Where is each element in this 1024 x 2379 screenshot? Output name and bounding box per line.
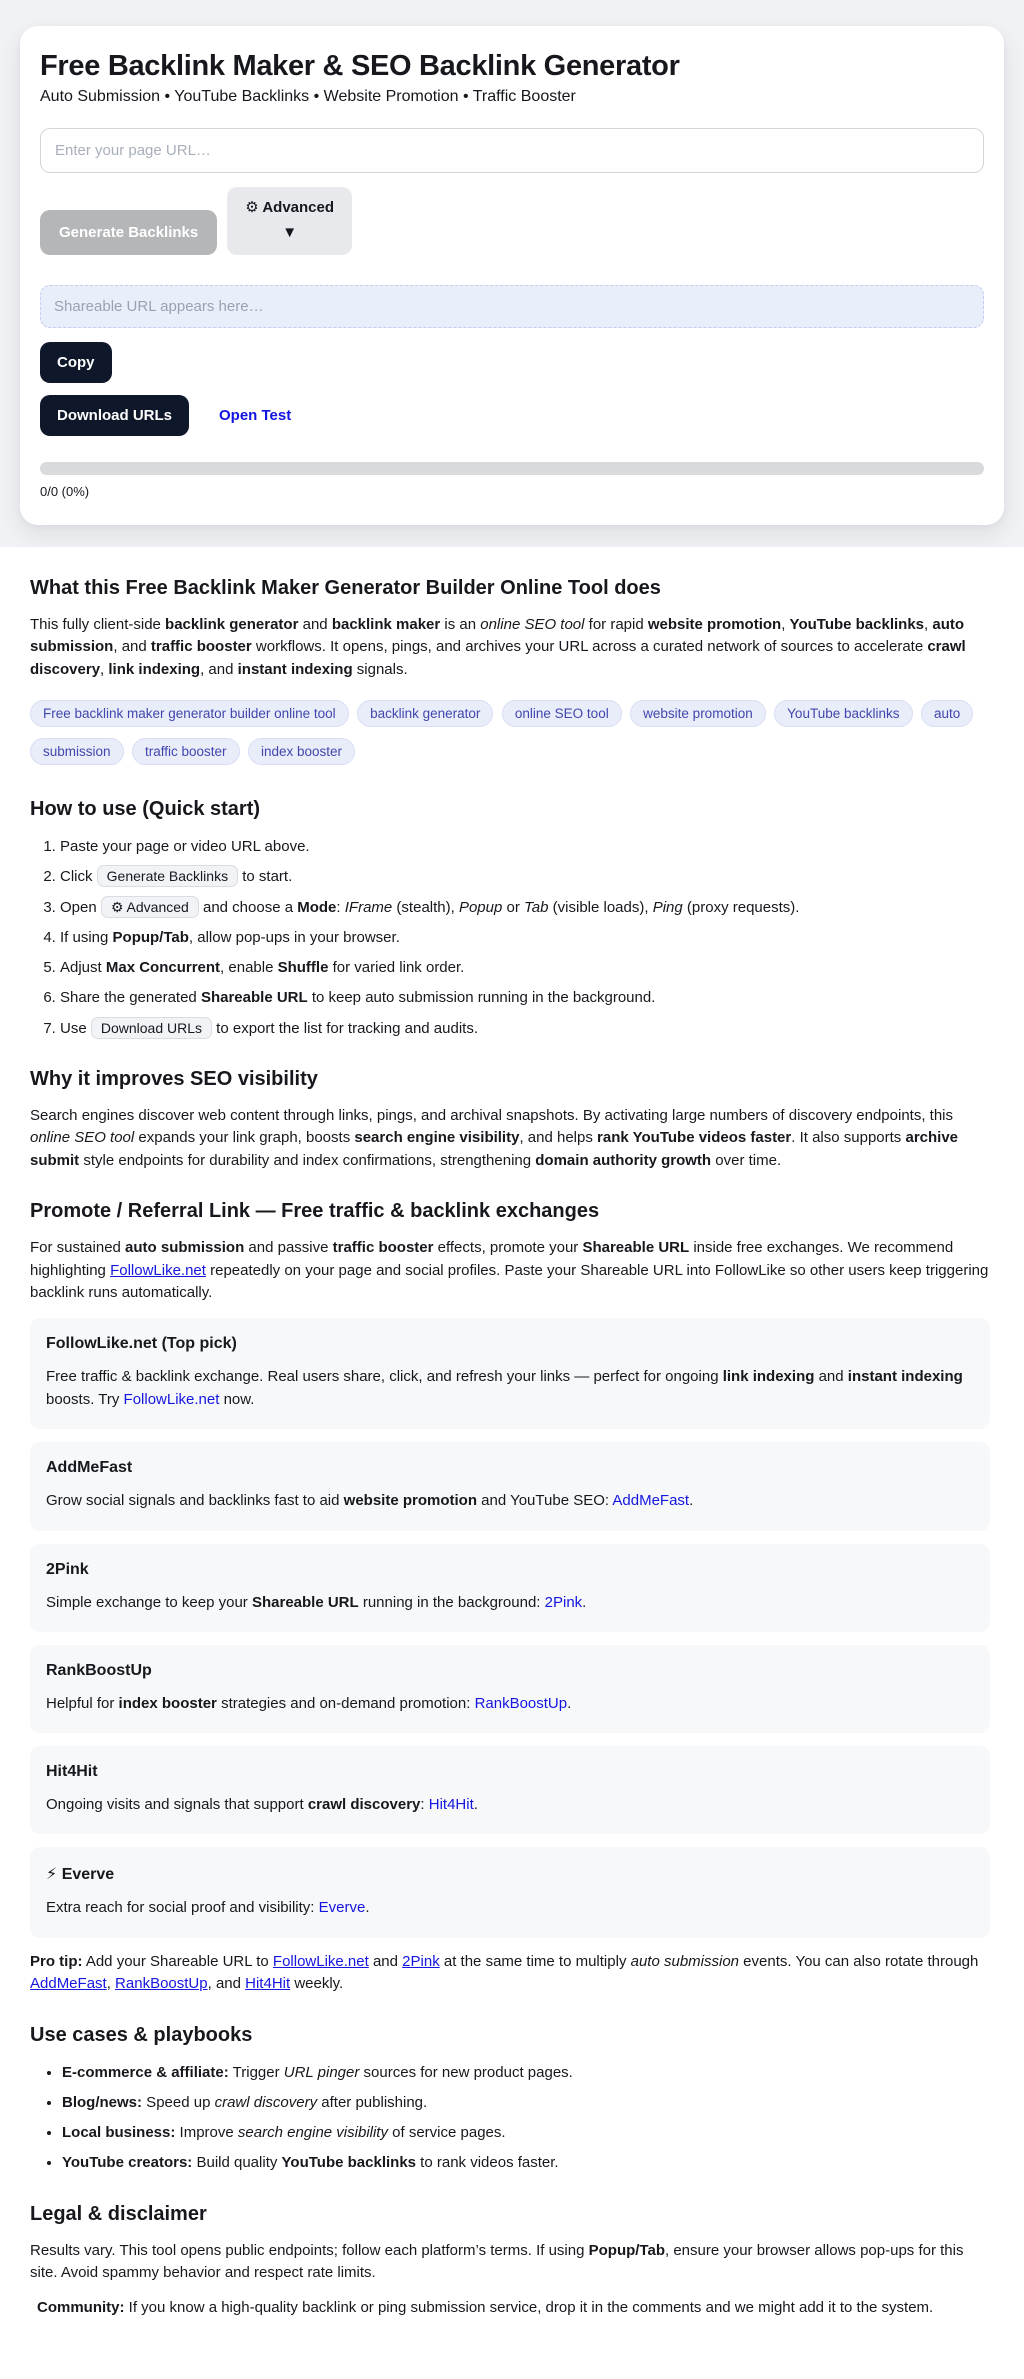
text-segment: . bbox=[365, 1899, 369, 1916]
usecase-item bbox=[62, 2061, 990, 2084]
promo-card-hit4hit bbox=[30, 1746, 990, 1834]
gear-icon: ⚙ bbox=[245, 199, 258, 216]
text-segment: crawl discovery bbox=[30, 638, 966, 678]
inline-link[interactable]: RankBoostUp bbox=[115, 1975, 208, 1992]
seo-article bbox=[0, 547, 1024, 2379]
howto-step bbox=[60, 956, 990, 979]
inline-link[interactable]: AddMeFast bbox=[30, 1975, 107, 1992]
text-segment: sources for new product pages. bbox=[359, 2064, 572, 2081]
text-segment: For sustained bbox=[30, 1239, 125, 1256]
page-title: Free Backlink Maker & SEO Backlink Generator bbox=[40, 50, 984, 83]
text-segment: Shareable URL bbox=[201, 989, 308, 1006]
inline-link[interactable]: 2Pink bbox=[402, 1953, 440, 1970]
promo-card-body bbox=[46, 1365, 974, 1412]
keyword-chip: online SEO tool bbox=[502, 700, 622, 727]
text-segment: Paste your page or video URL above. bbox=[60, 838, 310, 855]
text-segment: instant indexing bbox=[238, 661, 353, 678]
inline-link[interactable]: Hit4Hit bbox=[245, 1975, 290, 1992]
text-segment: , bbox=[100, 661, 108, 678]
howto-step bbox=[60, 1017, 990, 1040]
community-paragraph bbox=[30, 2297, 990, 2320]
text-segment: events. You can also rotate through bbox=[739, 1953, 978, 1970]
text-segment: instant indexing bbox=[848, 1368, 963, 1385]
inline-link[interactable]: 2Pink bbox=[545, 1594, 583, 1611]
text-segment: over time. bbox=[711, 1152, 781, 1169]
page-subtitle: Auto Submission • YouTube Backlinks • Website Promotion • Traffic Booster bbox=[40, 88, 984, 106]
text-segment: . bbox=[689, 1492, 693, 1509]
howto-step bbox=[60, 896, 990, 919]
text-segment: Community: bbox=[37, 2299, 125, 2316]
text-segment: auto submission bbox=[125, 1239, 244, 1256]
text-segment: (proxy requests). bbox=[683, 899, 800, 916]
text-segment: to rank videos faster. bbox=[416, 2154, 559, 2171]
howto-step bbox=[60, 986, 990, 1009]
text-segment: , bbox=[107, 1975, 115, 1992]
text-segment: Popup/Tab bbox=[113, 929, 189, 946]
text-segment: of service pages. bbox=[388, 2124, 506, 2141]
text-segment: Add your Shareable URL to bbox=[83, 1953, 273, 1970]
text-segment: and bbox=[298, 616, 331, 633]
promo-card-body bbox=[46, 1591, 974, 1614]
text-segment: Adjust bbox=[60, 959, 106, 976]
text-segment: link indexing bbox=[108, 661, 200, 678]
text-segment: workflows. It opens, pings, and archives your URL across a curated network of sources to accelerate bbox=[252, 638, 928, 655]
text-segment: crawl discovery bbox=[215, 2094, 318, 2111]
promo-card-body bbox=[46, 1896, 974, 1919]
kbd-chip: Download URLs bbox=[91, 1017, 212, 1039]
text-segment: online SEO tool bbox=[30, 1129, 134, 1146]
shareable-url-input[interactable] bbox=[40, 285, 984, 328]
text-segment: Open bbox=[60, 899, 101, 916]
text-segment: , bbox=[781, 616, 789, 633]
howto-list bbox=[30, 835, 990, 1040]
text-segment: Local business: bbox=[62, 2124, 175, 2141]
text-segment: : bbox=[336, 899, 344, 916]
text-segment: at the same time to multiply bbox=[440, 1953, 631, 1970]
inline-link[interactable]: FollowLike.net bbox=[124, 1391, 220, 1408]
usecases-list bbox=[30, 2061, 990, 2175]
promote-paragraph bbox=[30, 1237, 990, 1305]
text-segment: Ongoing visits and signals that support bbox=[46, 1796, 308, 1813]
text-segment: , and bbox=[113, 638, 151, 655]
text-segment: E-commerce & affiliate: bbox=[62, 2064, 229, 2081]
progress-counter: 0/0 (0%) bbox=[40, 484, 984, 505]
text-segment: Pro tip: bbox=[30, 1953, 83, 1970]
text-segment: Tab bbox=[524, 899, 548, 916]
text-segment: style endpoints for durability and index confirmations, strengthening bbox=[79, 1152, 535, 1169]
text-segment: Popup bbox=[459, 899, 502, 916]
download-row bbox=[40, 395, 984, 436]
text-segment: . bbox=[582, 1594, 586, 1611]
text-segment: backlink generator bbox=[165, 616, 298, 633]
text-segment: domain authority growth bbox=[535, 1152, 711, 1169]
usecase-item bbox=[62, 2121, 990, 2144]
text-segment: , allow pop-ups in your browser. bbox=[189, 929, 400, 946]
text-segment: expands your link graph, boosts bbox=[134, 1129, 354, 1146]
keyword-chip: YouTube backlinks bbox=[774, 700, 912, 727]
keyword-chip: auto submission bbox=[30, 700, 973, 765]
text-segment: auto submission bbox=[30, 616, 964, 656]
text-segment: Results vary. This tool opens public endpoints; follow each platform’s terms. If using bbox=[30, 2242, 589, 2259]
text-segment: This fully client-side bbox=[30, 616, 165, 633]
text-segment: Speed up bbox=[142, 2094, 215, 2111]
text-segment: Use bbox=[60, 1020, 91, 1037]
promo-card-body bbox=[46, 1692, 974, 1715]
text-segment: to export the list for tracking and audits. bbox=[212, 1020, 478, 1037]
promo-card-title: FollowLike.net (Top pick) bbox=[46, 1335, 974, 1353]
text-segment: URL pinger bbox=[284, 2064, 360, 2081]
text-segment: . bbox=[567, 1695, 571, 1712]
inline-link[interactable]: Hit4Hit bbox=[429, 1796, 474, 1813]
text-segment: after publishing. bbox=[317, 2094, 427, 2111]
text-segment: and choose a bbox=[199, 899, 297, 916]
text-segment: boosts. Try bbox=[46, 1391, 124, 1408]
text-segment: and bbox=[814, 1368, 847, 1385]
text-segment: strategies and on-demand promotion: bbox=[217, 1695, 475, 1712]
text-segment: (stealth), bbox=[392, 899, 459, 916]
intro-paragraph bbox=[30, 614, 990, 682]
text-segment: index booster bbox=[119, 1695, 217, 1712]
section-heading-howto: How to use (Quick start) bbox=[30, 798, 990, 821]
text-segment: rank YouTube videos faster bbox=[597, 1129, 791, 1146]
promo-card-rankboostup bbox=[30, 1645, 990, 1733]
section-heading-promote: Promote / Referral Link — Free traffic & backlink exchanges bbox=[30, 1200, 990, 1223]
progress-bar bbox=[40, 462, 984, 475]
text-segment: Simple exchange to keep your bbox=[46, 1594, 252, 1611]
text-segment: Click bbox=[60, 868, 97, 885]
text-segment: and bbox=[369, 1953, 402, 1970]
text-segment: Shareable URL bbox=[252, 1594, 359, 1611]
text-segment: to keep auto submission running in the background. bbox=[308, 989, 656, 1006]
text-segment: backlink maker bbox=[332, 616, 440, 633]
url-input[interactable] bbox=[40, 128, 984, 173]
protip-paragraph bbox=[30, 1951, 990, 1996]
text-segment: If you know a high-quality backlink or ping submission service, drop it in the comments and we might add it to the system. bbox=[125, 2299, 934, 2316]
chevron-down-icon: ▼ bbox=[282, 224, 297, 241]
text-segment: and YouTube SEO: bbox=[477, 1492, 612, 1509]
text-segment: now. bbox=[219, 1391, 254, 1408]
text-segment: Ping bbox=[653, 899, 683, 916]
hero-section bbox=[0, 0, 1024, 547]
text-segment: Share the generated bbox=[60, 989, 201, 1006]
action-buttons-row bbox=[40, 187, 984, 255]
text-segment: to start. bbox=[238, 868, 292, 885]
text-segment: Popup/Tab bbox=[589, 2242, 665, 2259]
lightning-icon: ⚡ bbox=[46, 1866, 57, 1883]
text-segment: Extra reach for social proof and visibility: bbox=[46, 1899, 319, 1916]
keyword-chip: index booster bbox=[248, 738, 355, 765]
promo-card-addmefast bbox=[30, 1442, 990, 1530]
text-segment: If using bbox=[60, 929, 113, 946]
promo-card-title: 2Pink bbox=[46, 1561, 974, 1579]
text-segment: running in the background: bbox=[359, 1594, 545, 1611]
open-test-link[interactable]: Open Test bbox=[219, 407, 291, 424]
text-segment: weekly. bbox=[290, 1975, 343, 1992]
text-segment: online SEO tool bbox=[480, 616, 584, 633]
legal-paragraph bbox=[30, 2240, 990, 2285]
text-segment: repeatedly on your page and social profiles. Paste your Shareable URL into FollowLike so other users keep triggering backlink runs automatically. bbox=[30, 1262, 988, 1302]
keyword-chip: Free backlink maker generator builder online tool bbox=[30, 700, 349, 727]
text-segment: Helpful for bbox=[46, 1695, 119, 1712]
section-heading-legal: Legal & disclaimer bbox=[30, 2203, 990, 2226]
generate-backlinks-button[interactable]: Generate Backlinks bbox=[40, 210, 217, 255]
text-segment: (visible loads), bbox=[549, 899, 653, 916]
inline-link[interactable]: FollowLike.net bbox=[273, 1953, 369, 1970]
promo-card-body bbox=[46, 1793, 974, 1816]
keyword-chip: website promotion bbox=[630, 700, 766, 727]
text-segment: Free traffic & backlink exchange. Real users share, click, and refresh your links — perfect for ongoing bbox=[46, 1368, 723, 1385]
text-segment: , enable bbox=[220, 959, 278, 976]
advanced-toggle-button[interactable] bbox=[227, 187, 352, 255]
howto-step bbox=[60, 926, 990, 949]
text-segment: . bbox=[474, 1796, 478, 1813]
promo-card-everve bbox=[30, 1847, 990, 1937]
text-segment: website promotion bbox=[344, 1492, 477, 1509]
text-segment: for rapid bbox=[584, 616, 647, 633]
text-segment: Shuffle bbox=[278, 959, 329, 976]
copy-row bbox=[40, 342, 984, 383]
promo-card-2pink bbox=[30, 1544, 990, 1632]
text-segment: , and bbox=[208, 1975, 246, 1992]
text-segment: website promotion bbox=[648, 616, 781, 633]
promo-card-title: AddMeFast bbox=[46, 1459, 974, 1477]
promo-card-title-text: Everve bbox=[62, 1866, 115, 1883]
text-segment: crawl discovery bbox=[308, 1796, 421, 1813]
text-segment: archive submit bbox=[30, 1129, 958, 1169]
section-heading-usecases: Use cases & playbooks bbox=[30, 2024, 990, 2047]
promo-card-title: Hit4Hit bbox=[46, 1763, 974, 1781]
howto-step bbox=[60, 835, 990, 858]
text-segment: search engine visibility bbox=[238, 2124, 388, 2141]
text-segment: traffic booster bbox=[333, 1239, 434, 1256]
text-segment: : bbox=[420, 1796, 428, 1813]
text-segment: and passive bbox=[244, 1239, 332, 1256]
text-segment: , ensure your browser allows pop-ups for this site. Avoid spammy behavior and respect rate limits. bbox=[30, 2242, 963, 2282]
text-segment: link indexing bbox=[723, 1368, 815, 1385]
text-segment: Search engines discover web content through links, pings, and archival snapshots. By activating large numbers of discovery endpoints, this bbox=[30, 1107, 953, 1124]
promo-card-body bbox=[46, 1489, 974, 1512]
text-segment: Build quality bbox=[192, 2154, 281, 2171]
kbd-chip: ⚙ Advanced bbox=[101, 896, 199, 918]
text-segment: Blog/news: bbox=[62, 2094, 142, 2111]
generator-card bbox=[20, 26, 1004, 525]
text-segment: inside free exchanges. We recommend highlighting bbox=[30, 1239, 953, 1279]
text-segment: YouTube backlinks bbox=[282, 2154, 416, 2171]
usecase-item bbox=[62, 2151, 990, 2174]
text-segment: , bbox=[924, 616, 932, 633]
text-segment: signals. bbox=[353, 661, 408, 678]
section-heading-why: Why it improves SEO visibility bbox=[30, 1068, 990, 1091]
promo-card-followlike bbox=[30, 1318, 990, 1430]
why-paragraph bbox=[30, 1105, 990, 1173]
text-segment: or bbox=[502, 899, 524, 916]
text-segment: IFrame bbox=[345, 899, 393, 916]
text-segment: Grow social signals and backlinks fast to aid bbox=[46, 1492, 344, 1509]
text-segment: , and helps bbox=[519, 1129, 597, 1146]
text-segment: YouTube backlinks bbox=[790, 616, 924, 633]
inline-link[interactable]: FollowLike.net bbox=[110, 1262, 206, 1279]
text-segment: auto submission bbox=[631, 1953, 739, 1970]
download-urls-button[interactable]: Download URLs bbox=[40, 395, 189, 436]
text-segment: Mode bbox=[297, 899, 336, 916]
promo-card-title bbox=[46, 1864, 974, 1884]
text-segment: . It also supports bbox=[791, 1129, 905, 1146]
text-segment: Shareable URL bbox=[582, 1239, 689, 1256]
inline-link[interactable]: Everve bbox=[319, 1899, 366, 1916]
text-segment: Max Concurrent bbox=[106, 959, 220, 976]
keyword-chip: backlink generator bbox=[357, 700, 493, 727]
inline-link[interactable]: RankBoostUp bbox=[475, 1695, 568, 1712]
text-segment: , and bbox=[200, 661, 238, 678]
howto-step bbox=[60, 865, 990, 888]
text-segment: for varied link order. bbox=[328, 959, 464, 976]
promo-card-title: RankBoostUp bbox=[46, 1662, 974, 1680]
text-segment: is an bbox=[440, 616, 480, 633]
keyword-chip: traffic booster bbox=[132, 738, 240, 765]
copy-button[interactable]: Copy bbox=[40, 342, 112, 383]
inline-link[interactable]: AddMeFast bbox=[612, 1492, 689, 1509]
advanced-label: Advanced bbox=[262, 199, 334, 216]
text-segment: effects, promote your bbox=[433, 1239, 582, 1256]
text-segment: traffic booster bbox=[151, 638, 252, 655]
text-segment: YouTube creators: bbox=[62, 2154, 192, 2171]
section-heading-what: What this Free Backlink Maker Generator Builder Online Tool does bbox=[30, 577, 990, 600]
text-segment: Improve bbox=[175, 2124, 238, 2141]
kbd-chip: Generate Backlinks bbox=[97, 865, 238, 887]
text-segment: search engine visibility bbox=[354, 1129, 519, 1146]
text-segment: Trigger bbox=[229, 2064, 284, 2081]
usecase-item bbox=[62, 2091, 990, 2114]
keyword-chips bbox=[30, 695, 1020, 770]
